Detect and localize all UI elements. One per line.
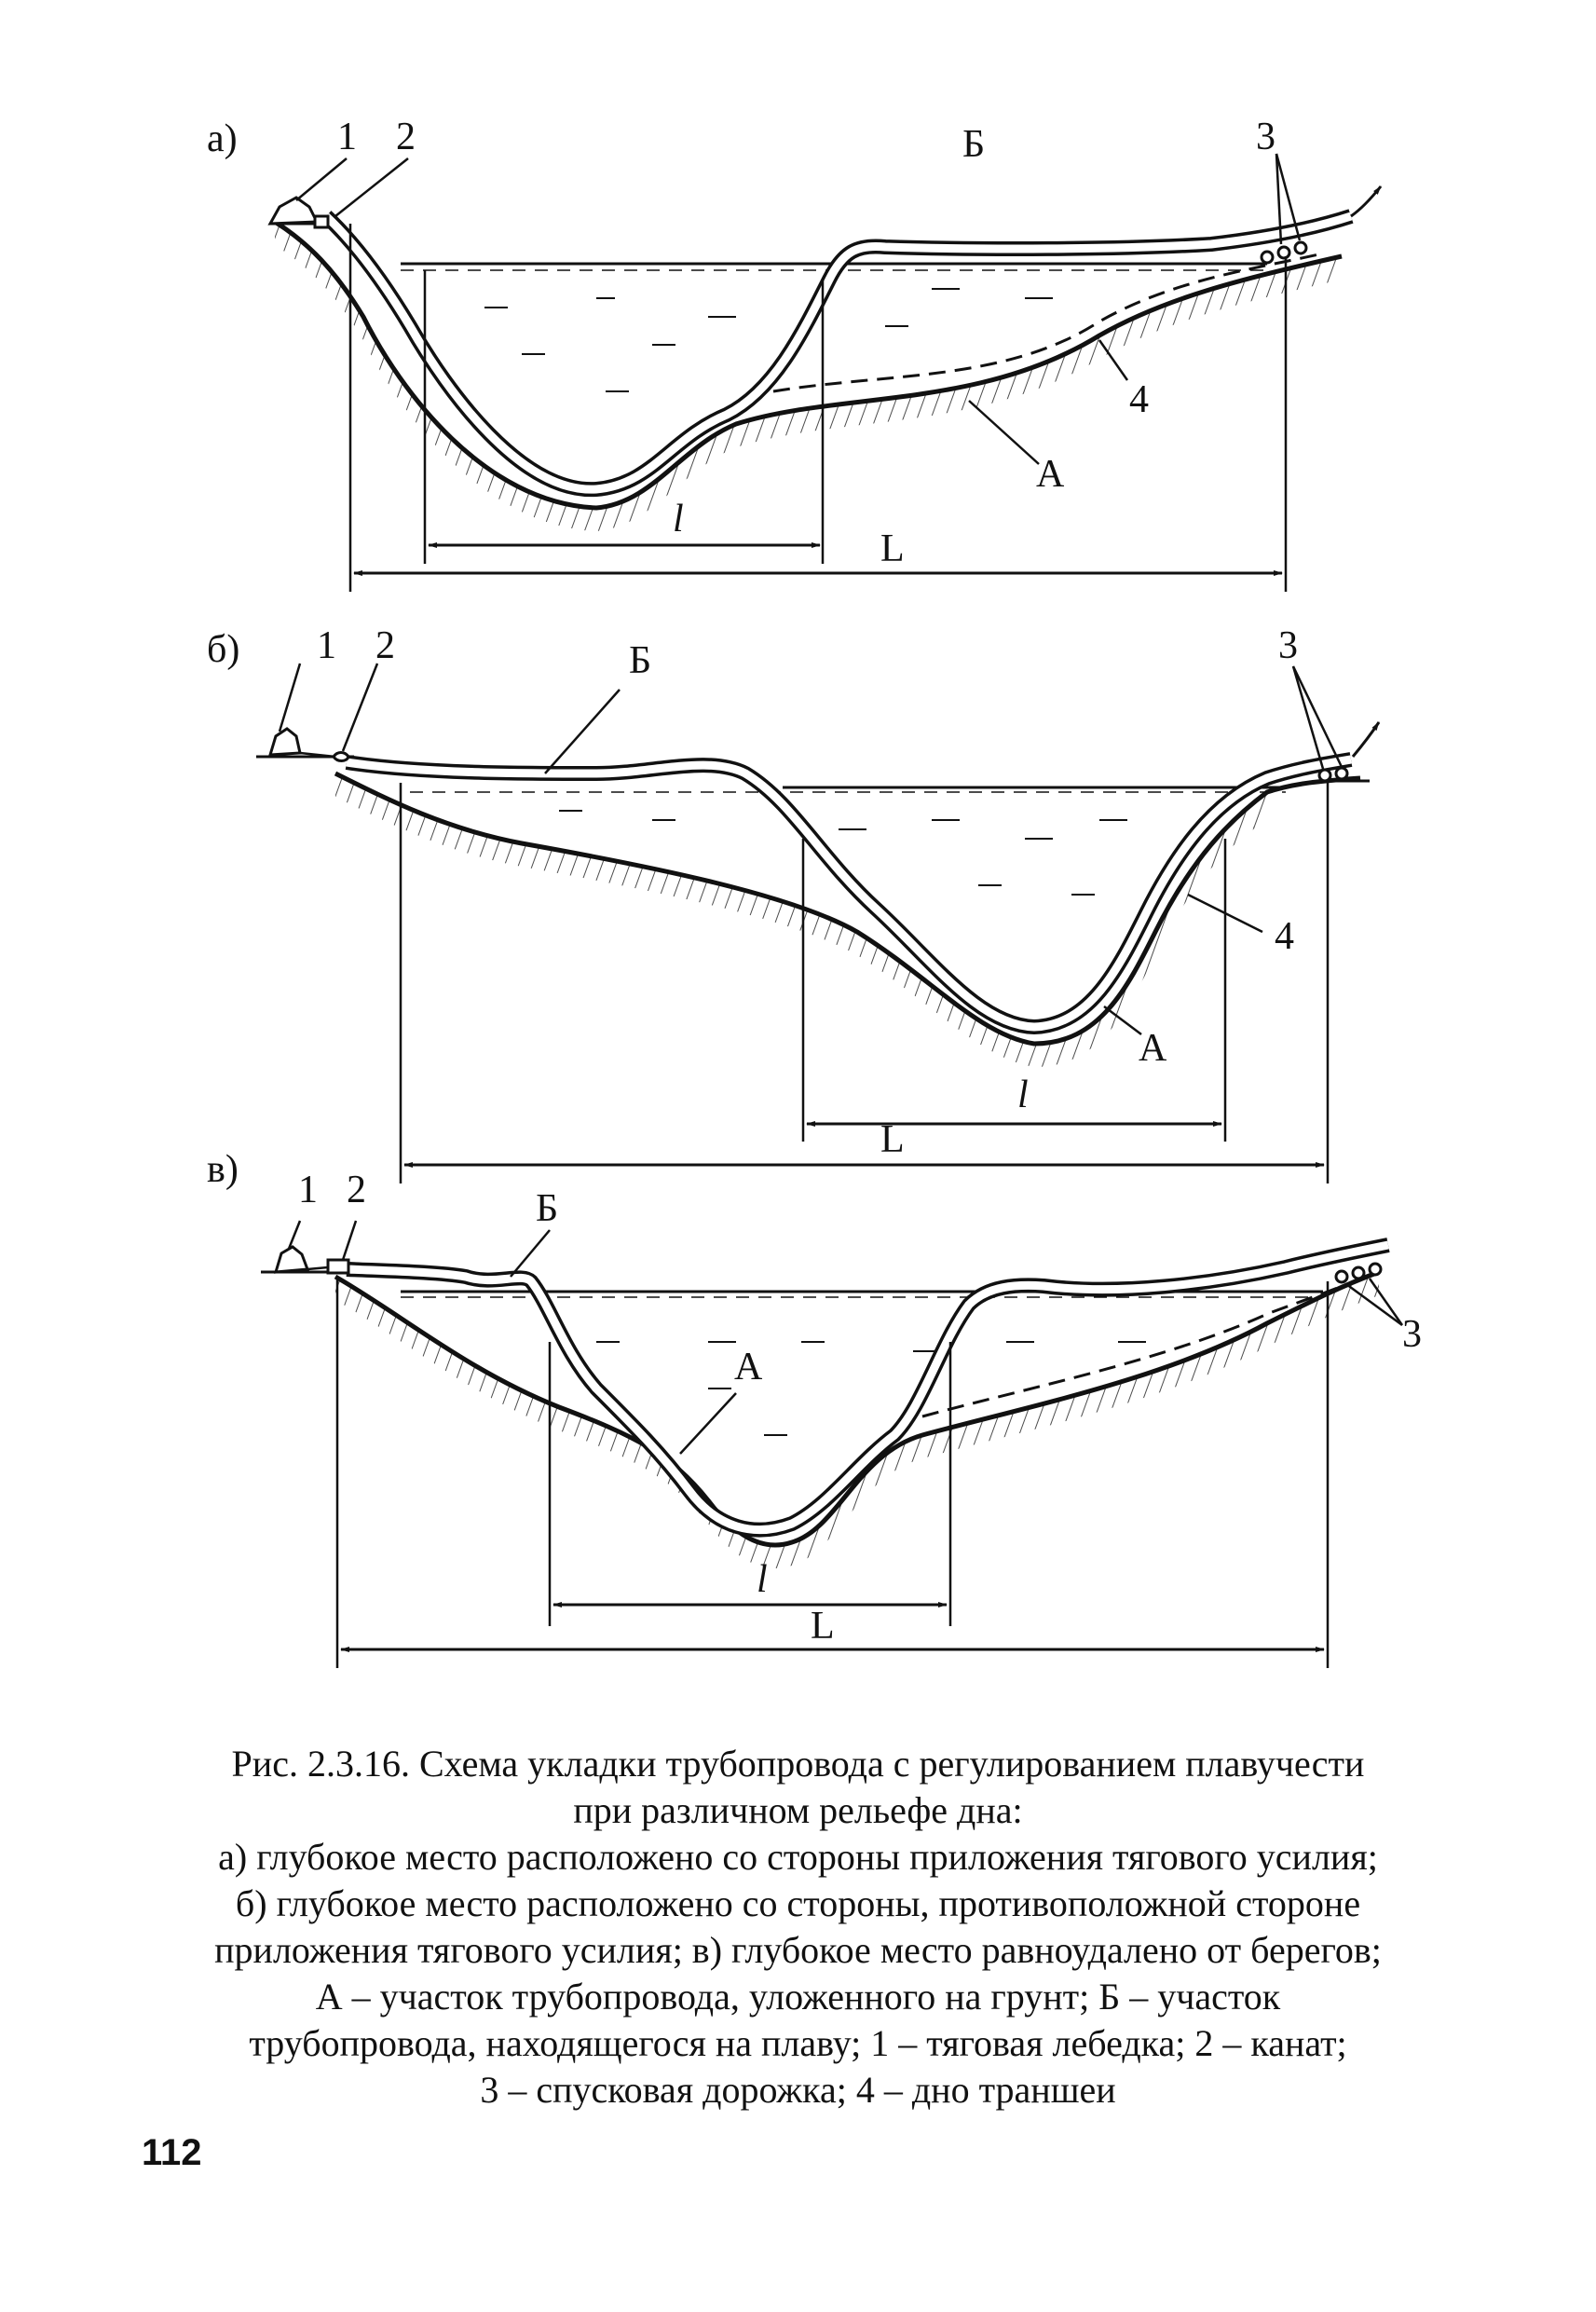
- panel-a-rope-num: 2: [396, 116, 416, 158]
- panel-c-launch-num: 3: [1402, 1313, 1422, 1356]
- panel-c-winch: [276, 1247, 307, 1272]
- panel-a-letter: а): [207, 117, 238, 160]
- panel-c: [207, 1148, 1422, 1668]
- panel-c-winch-num: 1: [298, 1169, 318, 1211]
- panel-a-winch-num: 1: [337, 116, 357, 158]
- panel-a-bottom-num: 4: [1129, 378, 1149, 421]
- panel-b-launch-num: 3: [1278, 624, 1298, 667]
- caption-line: а) глубокое место расположено со стороны приложения тягового усилия;: [218, 1836, 1378, 1878]
- panel-c-long-span: L: [811, 1605, 835, 1648]
- panel-a-winch: [270, 198, 317, 224]
- panel-a: [207, 116, 1381, 592]
- figure-caption: [112, 1741, 1484, 2114]
- panel-b-ground-label: А: [1139, 1027, 1167, 1070]
- panel-c-rope-num: 2: [347, 1169, 366, 1211]
- panel-a-ground-label: А: [1036, 453, 1065, 496]
- caption-line: 3 – спусковая дорожка; 4 – дно траншеи: [480, 2069, 1116, 2111]
- caption-line: б) глубокое место расположено со стороны, противоположной стороне: [235, 1882, 1361, 1924]
- panel-b-winch: [270, 729, 300, 755]
- panel-b-float-label: Б: [629, 639, 652, 682]
- panel-c-letter: в): [207, 1148, 239, 1191]
- panel-a-launch-rollers: [1262, 242, 1306, 263]
- panel-a-float-label: Б: [962, 123, 986, 166]
- caption-line: Рис. 2.3.16. Схема укладки трубопровода с регулированием плавучести: [231, 1743, 1365, 1785]
- caption-line: А – участок трубопровода, уложенного на грунт; Б – участок: [315, 1976, 1281, 2018]
- panel-a-launch-num: 3: [1256, 116, 1275, 158]
- panel-a-long-span: L: [880, 527, 905, 570]
- panel-a-pipeline: [326, 216, 1351, 489]
- panel-c-soil-hatch: [335, 1272, 1379, 1568]
- panel-b-letter: б): [207, 628, 240, 671]
- panel-a-short-span: l: [673, 498, 684, 540]
- panel-b-bottom-num: 4: [1275, 915, 1294, 958]
- panel-b: [207, 624, 1379, 1183]
- panel-c-ground-label: А: [734, 1346, 763, 1389]
- page-number: 112: [142, 2132, 202, 2173]
- panel-b-rope-num: 2: [375, 624, 395, 667]
- panel-b-winch-num: 1: [317, 624, 336, 667]
- panel-b-short-span: l: [1017, 1074, 1029, 1116]
- caption-line: приложения тягового усилия; в) глубокое место равноудалено от берегов;: [214, 1929, 1382, 1971]
- caption-line: трубопровода, находящегося на плаву; 1 – тяговая лебедка; 2 – канат;: [249, 2022, 1347, 2064]
- panel-b-long-span: L: [880, 1118, 905, 1161]
- panel-c-short-span: l: [757, 1558, 768, 1601]
- panel-c-float-label: Б: [536, 1187, 559, 1230]
- panel-b-pipeline: [347, 759, 1351, 1027]
- caption-line: при различном рельефе дна:: [573, 1789, 1023, 1831]
